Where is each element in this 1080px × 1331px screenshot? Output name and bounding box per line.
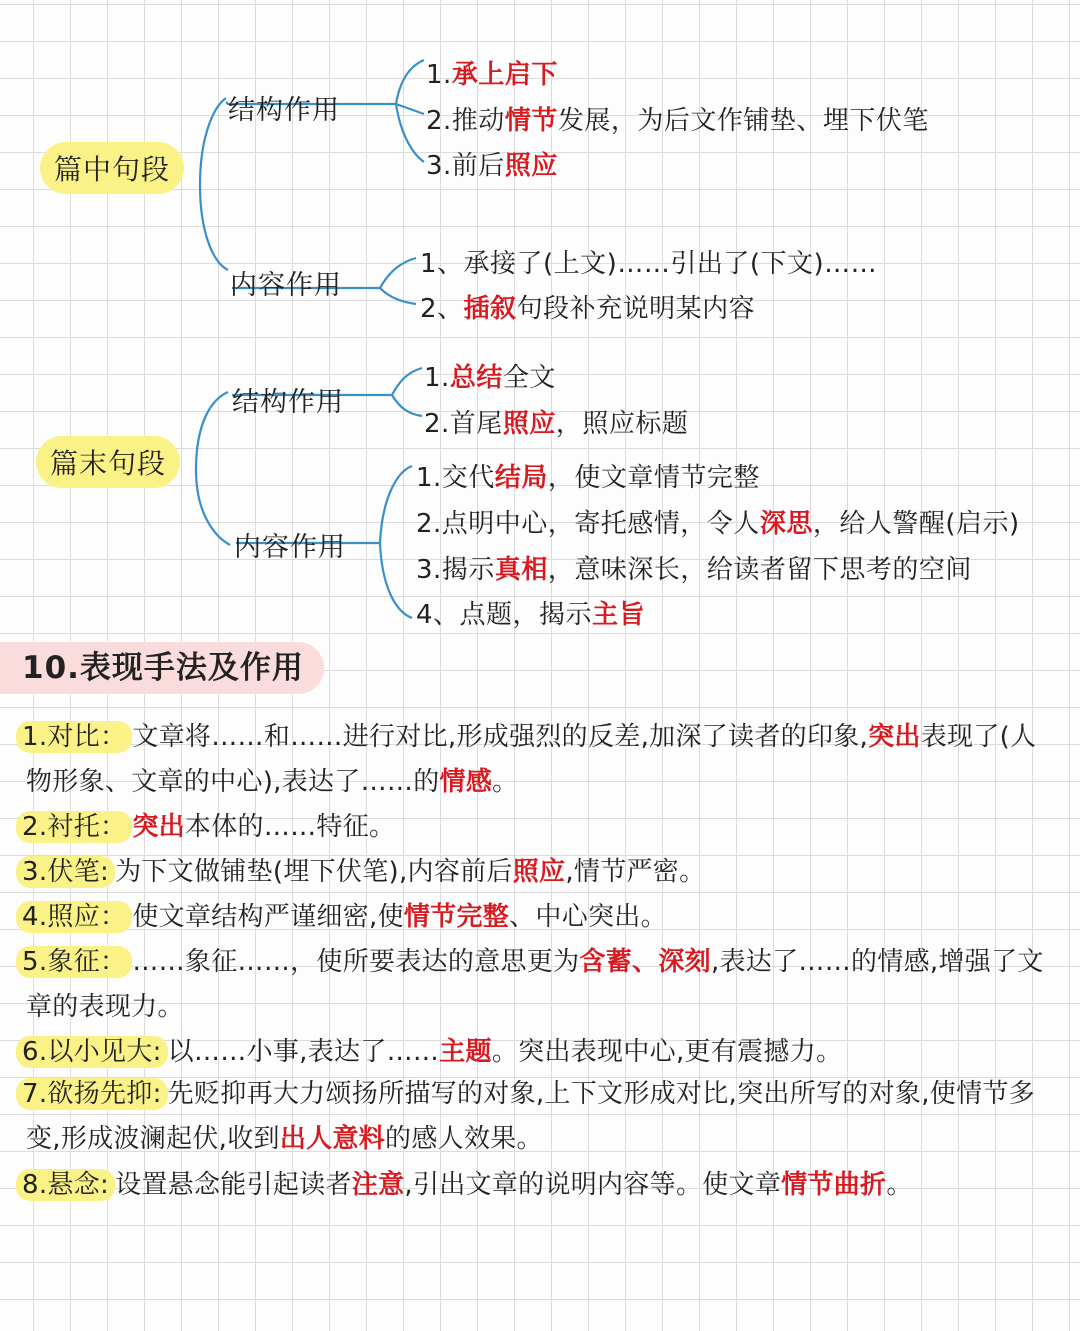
bracket-mid-content	[380, 258, 416, 304]
bracket-mid-structure	[396, 60, 424, 162]
bracket-end-structure	[392, 368, 422, 416]
body-text: 本体的……特征。	[184, 812, 396, 842]
end-structure-item-1: 1.总结全文	[424, 363, 556, 393]
technique-item-4	[22, 895, 1056, 940]
body-text: ,引出文章的说明内容等。使文章	[404, 1170, 782, 1200]
emphasis-text: 含蓄、深刻	[579, 947, 711, 977]
body-text: 表现了(人物形象、文章的中心),表达了……的	[26, 722, 1037, 797]
technique-label: 6.以小见大:	[16, 1036, 168, 1068]
technique-label: 5.象征：	[16, 946, 132, 978]
body-text: 。突出表现中心,更有震撼力。	[491, 1037, 843, 1067]
body-text: 先贬抑再大力颂扬所描写的对象,上下文形成对比,突出所写的对象,使情节多变,形成波澜起伏,收到	[26, 1079, 1035, 1154]
technique-label: 3.伏笔:	[16, 856, 115, 888]
end-structure-label: 结构作用	[232, 387, 344, 418]
mid-structure-label: 结构作用	[228, 95, 340, 126]
technique-item-5	[22, 940, 1056, 1030]
emphasis-text: 情感	[439, 767, 493, 797]
mid-structure-item-3: 3.前后照应	[426, 151, 558, 181]
emphasis-text: 突出	[132, 812, 185, 842]
mid-content-item-1: 1、承接了(上文)……引出了(下文)……	[420, 249, 878, 279]
section-title-techniques: 10.表现手法及作用	[0, 642, 324, 694]
emphasis-text: 主题	[439, 1037, 492, 1067]
technique-item-7	[22, 1072, 1056, 1162]
emphasis-text: 突出	[868, 722, 921, 752]
end-content-item-4: 4、点题，揭示主旨	[416, 600, 646, 630]
technique-label: 7.欲扬先抑:	[16, 1078, 168, 1110]
end-structure-item-2: 2.首尾照应，照应标题	[424, 409, 689, 439]
emphasis-text: 情节完整	[403, 902, 510, 932]
emphasis-text: 出人意料	[279, 1124, 386, 1154]
body-text: 的感人效果。	[385, 1124, 543, 1154]
technique-label: 4.照应：	[16, 901, 132, 933]
body-text: 、中心突出。	[509, 902, 667, 932]
branch-end-structure	[196, 392, 228, 470]
technique-label: 1.对比：	[16, 721, 132, 753]
body-text: 为下文做铺垫(埋下伏笔),内容前后	[115, 857, 513, 887]
branch-mid-content	[200, 185, 228, 270]
technique-item-1	[22, 715, 1056, 805]
mid-content-label: 内容作用	[230, 270, 342, 301]
branch-end-content	[196, 470, 230, 545]
mid-structure-item-2: 2.推动情节发展，为后文作铺垫、埋下伏笔	[426, 106, 929, 136]
emphasis-text: 情节曲折	[781, 1170, 887, 1200]
technique-item-8	[22, 1163, 1056, 1208]
body-text: 。	[492, 767, 519, 797]
mid-structure-item-1: 1.承上启下	[426, 60, 558, 90]
emphasis-text: 注意	[351, 1170, 405, 1200]
emphasis-text: 照应	[512, 857, 566, 887]
body-text: ,表达了……的情感,增强了文章的表现力。	[26, 947, 1044, 1022]
category-mid-paragraph: 篇中句段	[40, 142, 184, 194]
body-text: 使文章结构严谨细密,使	[132, 902, 404, 932]
branch-mid-structure	[200, 98, 226, 185]
category-end-paragraph: 篇末句段	[36, 436, 180, 488]
technique-label: 2.衬托：	[16, 811, 132, 843]
end-content-item-1: 1.交代结局，使文章情节完整	[416, 463, 760, 493]
technique-label: 8.悬念:	[16, 1169, 115, 1201]
body-text: ,情节严密。	[565, 857, 706, 887]
body-text: 以……小事,表达了……	[167, 1037, 440, 1067]
body-text: ……象征……，使所要表达的意思更为	[132, 947, 580, 977]
end-content-item-3: 3.揭示真相，意味深长，给读者留下思考的空间	[416, 555, 972, 585]
technique-item-2	[22, 805, 1056, 850]
body-text: 设置悬念能引起读者	[115, 1170, 352, 1200]
mid-content-item-2: 2、插叙句段补充说明某内容	[420, 294, 756, 324]
technique-item-3	[22, 850, 1056, 895]
end-content-label: 内容作用	[234, 532, 346, 563]
body-text: 。	[886, 1170, 913, 1200]
body-text: 文章将……和……进行对比,形成强烈的反差,加深了读者的印象,	[132, 722, 869, 752]
technique-item-6	[22, 1030, 1056, 1075]
bracket-end-content	[380, 466, 412, 618]
end-content-item-2: 2.点明中心，寄托感情，令人深思，给人警醒(启示)	[416, 509, 1020, 539]
